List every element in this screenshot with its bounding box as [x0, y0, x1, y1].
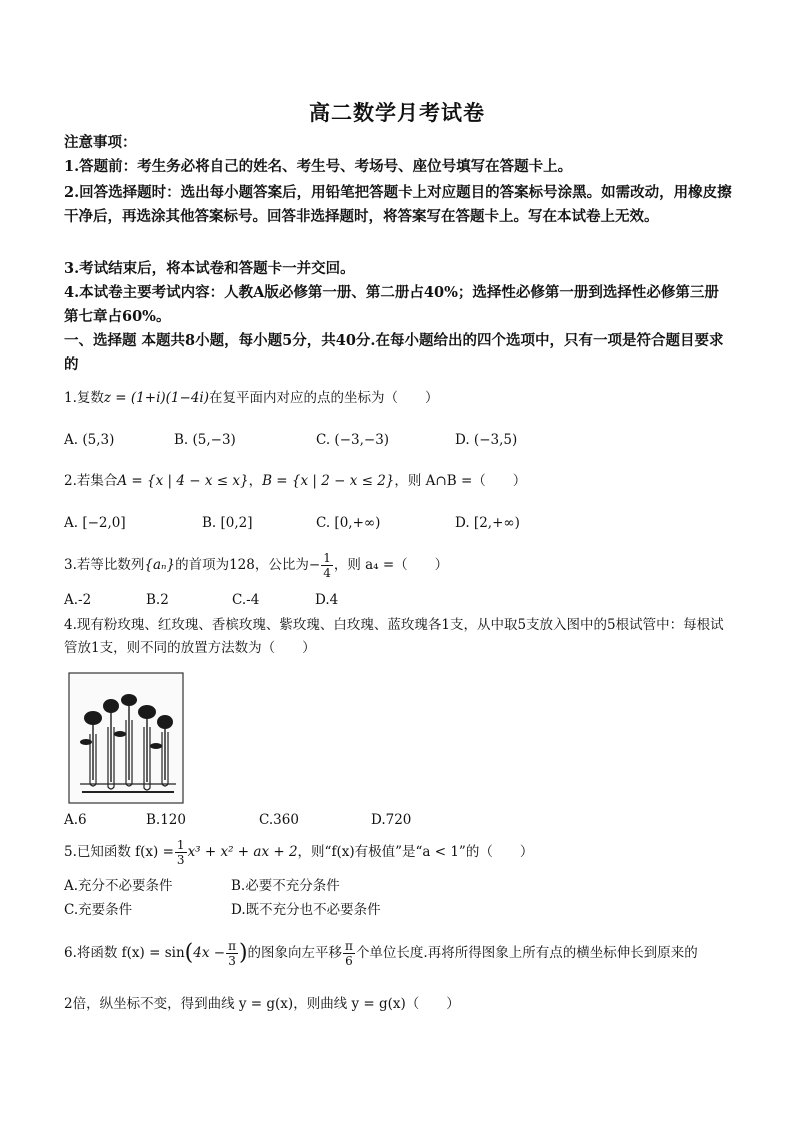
notes-heading: 注意事项：	[64, 134, 137, 151]
q2-set-a: A = {x | 4 − x ≤ x}	[117, 473, 249, 489]
q1-suffix: 在复平面内对应的点的坐标为（ ）	[209, 390, 439, 406]
q1-option-d[interactable]: D. (−3,5)	[455, 432, 518, 448]
question-6-line-2: 2倍，纵坐标不变，得到曲线 y = g(x)，则曲线 y = g(x)（ ）	[64, 996, 460, 1012]
q6-inner: 4x −	[193, 945, 226, 961]
q4-option-b[interactable]: B.120	[146, 812, 186, 828]
q6-open-paren: (	[184, 940, 194, 966]
question-4: 4.现有粉玫瑰、红玫瑰、香槟玫瑰、紫玫瑰、白玫瑰、蓝玫瑰各1支，从中取5支放入图中的5根试管中：每根试管放1支，则不同的放置方法数为（ ）	[64, 617, 724, 656]
q6-close-paren: )	[238, 940, 248, 966]
note-item-1: 1.答题前：考生务必将自己的姓名、考生号、考场号、座位号填写在答题卡上。	[64, 158, 573, 175]
q3-fraction-sign: −	[308, 557, 321, 573]
q5-fraction-numerator: 1	[176, 838, 185, 852]
section-heading: 一、选择题 本题共8小题，每小题5分，共40分.在每小题给出的四个选项中，只有一项是符合题目要求的	[64, 332, 724, 373]
page-title: 高二数学月考试卷	[309, 100, 485, 125]
q1-option-c[interactable]: C. (−3,−3)	[316, 432, 390, 448]
q3-option-a[interactable]: A.-2	[64, 592, 92, 608]
q3-sequence: {aₙ}	[144, 557, 176, 573]
q5-option-b[interactable]: B.必要不充分条件	[231, 878, 340, 894]
q3-option-d[interactable]: D.4	[315, 592, 339, 608]
note-item-2: 2.回答选择题时：选出每小题答案后，用铅笔把答题卡上对应题目的答案标号涂黑。如需改动，用橡皮擦干净后，再选涂其他答案标号。回答非选择题时，将答案写在答题卡上。写在本试卷上无效。	[64, 184, 732, 225]
q6-middle: 的图象向左平移	[247, 945, 343, 961]
q2-set-b: B = {x | 2 − x ≤ 2}	[262, 473, 395, 489]
q1-option-a[interactable]: A. (5,3)	[64, 432, 115, 448]
q5-option-d[interactable]: D.既不充分也不必要条件	[231, 902, 381, 918]
q3-prefix: 3.若等比数列	[64, 557, 145, 573]
q2-option-d[interactable]: D. [2,+∞)	[455, 515, 520, 531]
q5-prefix: 5.已知函数 f(x) =	[64, 844, 174, 860]
question-2	[64, 471, 732, 491]
q3-middle: 的首项为128，公比为	[175, 557, 309, 573]
test-tubes-figure	[68, 672, 184, 804]
q6-pi-numerator-1: π	[228, 939, 236, 953]
question-5	[64, 838, 732, 867]
question-6	[64, 938, 732, 969]
q1-prefix: 1.复数	[64, 390, 104, 406]
q2-option-c[interactable]: C. [0,+∞)	[316, 515, 381, 531]
q5-option-a[interactable]: A.充分不必要条件	[64, 878, 173, 894]
q3-option-b[interactable]: B.2	[146, 592, 169, 608]
note-item-3: 3.考试结束后，将本试卷和答题卡一并交回。	[64, 260, 355, 277]
q5-fraction	[175, 838, 187, 867]
q5-suffix: ，则“f(x)有极值”是“a < 1”的（ ）	[297, 844, 534, 860]
q6-prefix: 6.将函数 f(x) = sin	[64, 945, 185, 961]
q2-option-b[interactable]: B. [0,2]	[202, 515, 253, 531]
q3-ratio-fraction	[321, 551, 333, 580]
q6-pi-numerator-2: π	[345, 939, 353, 953]
q4-option-d[interactable]: D.720	[371, 812, 412, 828]
q2-option-a[interactable]: A. [−2,0]	[64, 515, 126, 531]
q4-option-a[interactable]: A.6	[64, 812, 87, 828]
q6-shift-fraction	[343, 939, 355, 968]
q1-expression: z = (1+i)(1−4i)	[103, 390, 209, 406]
q2-separator: ，	[248, 473, 263, 489]
question-1	[64, 388, 732, 408]
q6-suffix: 个单位长度.再将所得图象上所有点的横坐标伸长到原来的	[355, 945, 698, 961]
q6-pi-denominator-2: 6	[345, 954, 353, 968]
q4-option-c[interactable]: C.360	[259, 812, 299, 828]
q2-suffix: ，则 A∩B =（ ）	[394, 473, 527, 489]
q1-option-b[interactable]: B. (5,−3)	[174, 432, 236, 448]
note-item-4: 4.本试卷主要考试内容：人教A版必修第一册、第二册占40%；选择性必修第一册到选择性必修第三册第七章占60%。	[64, 284, 719, 325]
q3-option-c[interactable]: C.-4	[232, 592, 260, 608]
q6-phase-fraction	[226, 939, 238, 968]
q5-fraction-denominator: 3	[176, 853, 185, 867]
q6-pi-denominator-1: 3	[228, 954, 236, 968]
question-3	[64, 551, 732, 580]
q5-option-c[interactable]: C.充要条件	[64, 902, 133, 918]
q5-expression: x³ + x² + ax + 2	[187, 844, 298, 860]
q3-suffix: ，则 a₄ =（ ）	[333, 557, 449, 573]
q3-fraction-numerator: 1	[323, 551, 331, 565]
q3-fraction-denominator: 4	[323, 566, 331, 580]
q2-prefix: 2.若集合	[64, 473, 118, 489]
